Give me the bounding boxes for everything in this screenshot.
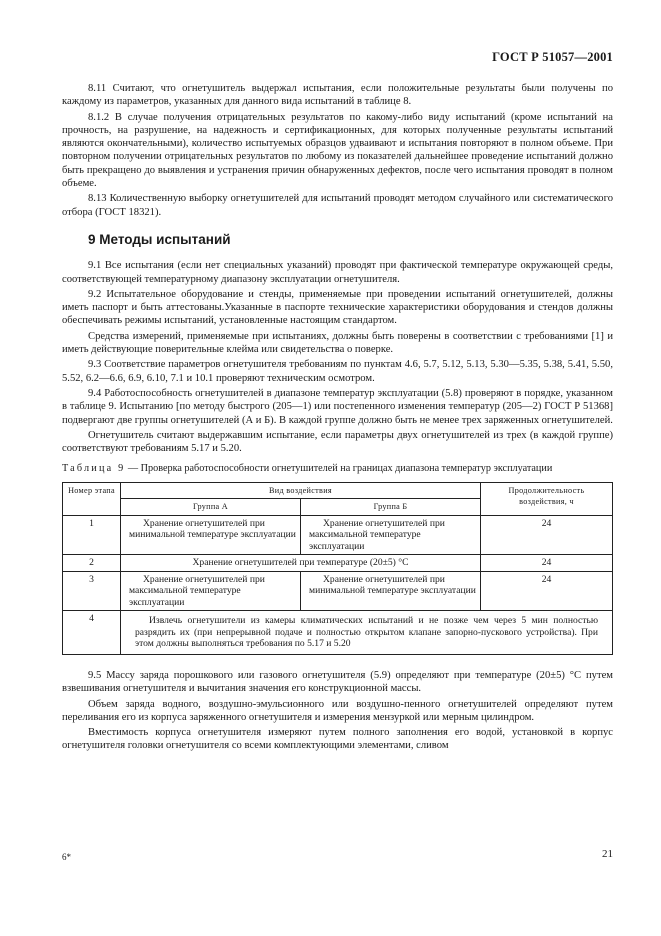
group-b-cell: Хранение огнетушителей при максимальной температуре эксплуатации bbox=[301, 515, 481, 555]
table-row bbox=[63, 611, 613, 655]
paragraph-test-passed: Огнетушитель считают выдержавшим испытание, если параметры двух огнетушителей из трех (в каждой группе) соответствуют требованиям 5.17 и 5.20. bbox=[62, 429, 613, 455]
table-9 bbox=[62, 482, 613, 655]
stage-number: 4 bbox=[63, 611, 121, 655]
paragraph-9-5: 9.5 Массу заряда порошкового или газового огнетушителя (5.9) определяют при температуре (20±5) °С путем взвешивания огнетушителя и вычитания значения его конструкционной массы. bbox=[62, 669, 613, 695]
stage-number: 3 bbox=[63, 571, 121, 611]
duration-cell: 24 bbox=[481, 555, 613, 572]
duration-cell: 24 bbox=[481, 515, 613, 555]
table-row bbox=[63, 555, 613, 572]
header-duration: Продолжительность воздействия, ч bbox=[481, 482, 613, 515]
table-caption-label: Таблица 9 bbox=[62, 463, 126, 475]
paragraph-8-1-2: 8.1.2 В случае получения отрицательных результатов по какому-либо виду испытаний (кроме испытаний на прочность, на разрушение, на надежность и сертификационных, для которых полученные результаты испытаний являются окончательными), количество испытуемых образцов удваивают и испытания повторяют в полном объеме. При повторном получении отрицательных результатов по любому из показателей дальнейшее проведение испытаний должно быть прекращено до выявления и устранения причин обнаруженных дефектов, после чего испытания проводят в полном объеме. bbox=[62, 111, 613, 190]
page-number: 21 bbox=[602, 848, 613, 860]
paragraph-measurement-tools: Средства измерений, применяемые при испытаниях, должны быть поверены в соответствии с требованиями [1] и иметь действующие поверительные клейма или свидетельства о поверке. bbox=[62, 330, 613, 356]
signature-mark: 6* bbox=[62, 852, 71, 862]
document-body bbox=[62, 82, 613, 755]
stage-number: 2 bbox=[63, 555, 121, 572]
group-a-cell: Хранение огнетушителей при максимальной температуре эксплуатации bbox=[121, 571, 301, 611]
paragraph-charge-volume: Объем заряда водного, воздушно-эмульсионного или воздушно-пенного огнетушителей определяют путем переливания его из корпуса заряженного огнетушителя и измерения мензуркой или мерным цилиндром. bbox=[62, 698, 613, 723]
stage-number: 1 bbox=[63, 515, 121, 555]
table-caption bbox=[62, 463, 613, 476]
header-group-a: Группа А bbox=[121, 499, 301, 516]
table-row bbox=[63, 571, 613, 611]
paragraph-8-13: 8.13 Количественную выборку огнетушителей для испытаний проводят методом случайного или систематического отбора (ГОСТ 18321). bbox=[62, 193, 613, 218]
wide-instruction-cell: Извлечь огнетушители из камеры климатических испытаний и не позже чем через 5 мин полностью разрядить их (при непрерывной подаче и полностью открытом клапане запорно-пускового устройства). При этом должны выполняться требования по 5.17 и 5.20 bbox=[121, 611, 613, 655]
paragraph-9-4: 9.4 Работоспособность огнетушителей в диапазоне температур эксплуатации (5.8) проверяют в порядке, указанном в таблице 9. Испытанию [по методу быстрого (205—1) или постепенного изменения температур (205—2) ГОСТ Р 51368] подвергают две группы огнетушителей (А и Б). В каждой группе должно быть не менее трех заряженных огнетушителей. bbox=[62, 387, 613, 426]
duration-cell: 24 bbox=[481, 571, 613, 611]
standard-header: ГОСТ Р 51057—2001 bbox=[492, 50, 613, 64]
header-group-b: Группа Б bbox=[301, 499, 481, 516]
header-impact: Вид воздействия bbox=[121, 482, 481, 499]
paragraph-9-3: 9.3 Соответствие параметров огнетушителя требованиям по пунктам 4.6, 5.7, 5.12, 5.13, 5.30—5.35, 5.38, 5.41, 5.50, 5.52, 6.2—6.6, 6.9, 6.10, 7.1 и 10.1 проверяют техническим осмотром. bbox=[62, 359, 613, 384]
table-row bbox=[63, 515, 613, 555]
group-b-cell: Хранение огнетушителей при минимальной температуре эксплуатации bbox=[301, 571, 481, 611]
header-stage: Номер этапа bbox=[63, 482, 121, 515]
paragraph-9-2: 9.2 Испытательное оборудование и стенды, применяемые при проведении испытаний огнетушителей, должны иметь паспорт и быть аттестованы.Указанные в паспорте технические характеристики оборудования и стендов должны обеспечивать режимы испытаний, установленные настоящим стандартом. bbox=[62, 288, 613, 327]
table-header-row bbox=[63, 482, 613, 499]
paragraph-body-capacity: Вместимость корпуса огнетушителя измеряют путем полного заполнения его водой, установкой в корпус огнетушителя головки огнетушителя со всеми комплектующими элементами, сливом bbox=[62, 727, 613, 752]
merged-impact-cell: Хранение огнетушителей при температуре (20±5) °С bbox=[121, 555, 481, 572]
section-title: 9 Методы испытаний bbox=[88, 231, 231, 247]
group-a-cell: Хранение огнетушителей при минимальной температуре эксплуатации bbox=[121, 515, 301, 555]
paragraph-8-11: 8.11 Считают, что огнетушитель выдержал испытания, если положительные результаты были получены по каждому из параметров, указанных для данного вида испытаний в таблице 8. bbox=[62, 83, 613, 108]
paragraph-9-1: 9.1 Все испытания (если нет специальных указаний) проводят при фактической температуре окружающей среды, соответствующей температурному диапазону эксплуатации огнетушителя. bbox=[62, 260, 613, 285]
table-caption-text: — Проверка работоспособности огнетушителей на границах диапазона температур эксплуатации bbox=[125, 463, 553, 475]
